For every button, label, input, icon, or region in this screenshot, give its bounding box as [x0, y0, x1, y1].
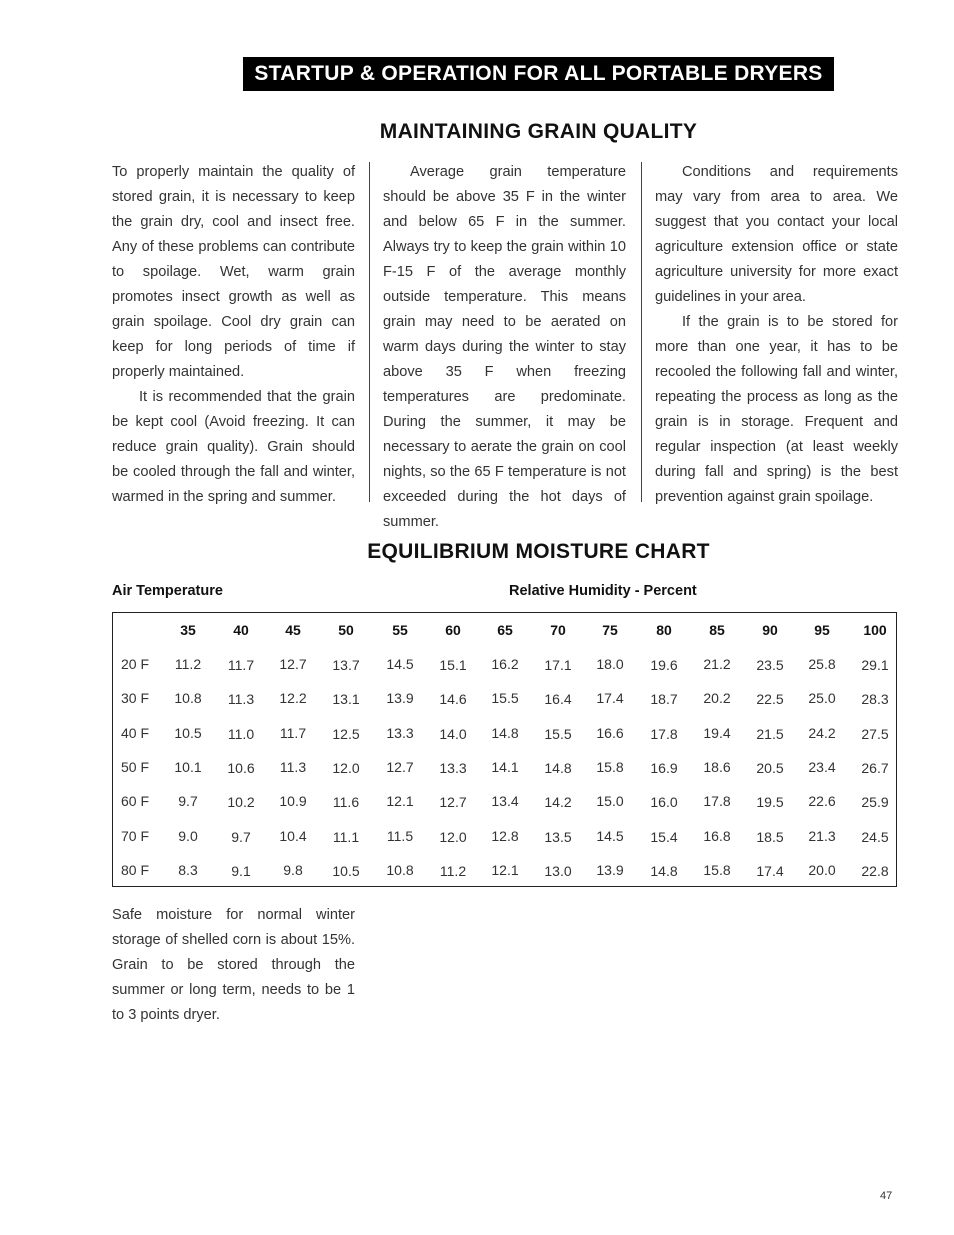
moisture-value-cell: 21.2: [703, 656, 731, 672]
moisture-value-cell: 16.6: [596, 724, 624, 741]
moisture-value-cell: 23.4: [808, 758, 836, 775]
moisture-value-cell: 11.0: [227, 725, 255, 742]
moisture-value-cell: 15.1: [439, 657, 467, 673]
moisture-value-cell: 19.6: [650, 657, 678, 673]
moisture-value-cell: 20.2: [703, 690, 731, 707]
moisture-value-cell: 9.7: [178, 793, 198, 810]
humidity-header: 75: [602, 622, 618, 638]
column-divider: [641, 162, 642, 502]
moisture-value-cell: 11.3: [227, 691, 255, 708]
moisture-value-cell: 14.5: [386, 656, 414, 672]
moisture-value-cell: 17.8: [703, 793, 731, 810]
temperature-row-label: 50 F: [121, 758, 150, 775]
moisture-value-cell: 15.0: [596, 793, 624, 810]
moisture-value-cell: 13.3: [439, 759, 467, 776]
moisture-value-cell: 11.7: [227, 657, 255, 673]
humidity-header: 100: [863, 622, 887, 638]
moisture-value-cell: 17.8: [650, 725, 678, 742]
moisture-value-cell: 19.4: [703, 724, 731, 741]
moisture-value-cell: 20.5: [756, 759, 784, 776]
moisture-value-cell: 17.4: [756, 862, 784, 879]
temperature-row-label: 70 F: [121, 827, 150, 844]
moisture-value-cell: 20.0: [808, 861, 836, 878]
moisture-value-cell: 12.2: [279, 690, 307, 707]
moisture-value-cell: 11.6: [332, 794, 360, 811]
moisture-value-cell: 12.1: [491, 861, 519, 878]
moisture-value-cell: 11.5: [386, 827, 414, 844]
page-number: 47: [880, 1190, 893, 1202]
moisture-value-cell: 13.7: [332, 657, 360, 673]
relative-humidity-label: Relative Humidity - Percent: [509, 583, 697, 599]
moisture-value-cell: 26.7: [861, 759, 889, 776]
paragraph: It is recommended that the grain be kept cool (Avoid freezing. It can reduce grain quality). Grain should be cooled through the fall and winter, warmed in the spring and summer.: [112, 389, 355, 505]
humidity-header: 60: [445, 622, 461, 638]
moisture-value-cell: 9.7: [231, 828, 251, 845]
moisture-value-cell: 11.3: [279, 758, 307, 775]
moisture-value-cell: 13.0: [544, 862, 572, 879]
moisture-value-cell: 21.5: [756, 725, 784, 742]
humidity-header: 55: [392, 622, 408, 638]
moisture-value-cell: 11.7: [279, 724, 307, 741]
moisture-value-cell: 15.8: [596, 758, 624, 775]
moisture-value-cell: 25.0: [808, 690, 836, 707]
moisture-value-cell: 23.5: [756, 657, 784, 673]
moisture-value-cell: 13.9: [386, 690, 414, 707]
moisture-value-cell: 10.4: [279, 827, 307, 844]
humidity-header: 90: [762, 622, 778, 638]
text-column-3: [655, 160, 898, 510]
moisture-value-cell: 15.8: [703, 861, 731, 878]
humidity-header: 70: [550, 622, 566, 638]
moisture-value-cell: 24.5: [861, 828, 889, 845]
moisture-value-cell: 27.5: [861, 725, 889, 742]
moisture-table: [112, 612, 897, 887]
moisture-value-cell: 22.5: [756, 691, 784, 708]
moisture-value-cell: 18.7: [650, 691, 678, 708]
moisture-value-cell: 10.8: [174, 690, 202, 707]
moisture-value-cell: 12.0: [332, 759, 360, 776]
moisture-value-cell: 10.5: [174, 724, 202, 741]
moisture-value-cell: 16.9: [650, 759, 678, 776]
moisture-value-cell: 16.0: [650, 794, 678, 811]
temperature-row-label: 80 F: [121, 861, 150, 878]
moisture-value-cell: 10.5: [332, 862, 360, 879]
moisture-value-cell: 15.4: [650, 828, 678, 845]
moisture-chart-title: EQUILIBRIUM MOISTURE CHART: [367, 540, 710, 563]
moisture-value-cell: 12.5: [332, 725, 360, 742]
moisture-value-cell: 18.0: [596, 656, 624, 672]
moisture-value-cell: 14.1: [491, 758, 519, 775]
moisture-value-cell: 18.6: [703, 758, 731, 775]
moisture-value-cell: 24.2: [808, 724, 836, 741]
moisture-value-cell: 9.0: [178, 827, 198, 844]
moisture-value-cell: 10.2: [227, 794, 255, 811]
column-divider: [369, 162, 370, 502]
text-column-1: [112, 160, 355, 510]
moisture-value-cell: 14.0: [439, 725, 467, 742]
grain-quality-title: MAINTAINING GRAIN QUALITY: [379, 120, 698, 143]
moisture-value-cell: 19.5: [756, 794, 784, 811]
humidity-header: 65: [497, 622, 513, 638]
moisture-value-cell: 13.1: [332, 691, 360, 708]
moisture-value-cell: 12.7: [439, 794, 467, 811]
humidity-header: 80: [656, 622, 672, 638]
moisture-value-cell: 29.1: [861, 657, 889, 673]
moisture-value-cell: 16.4: [544, 691, 572, 708]
moisture-value-cell: 11.2: [439, 862, 467, 879]
moisture-value-cell: 13.5: [544, 828, 572, 845]
text-column-2: [383, 160, 626, 535]
moisture-value-cell: 21.3: [808, 827, 836, 844]
moisture-value-cell: 9.8: [283, 861, 303, 878]
moisture-value-cell: 14.8: [491, 724, 519, 741]
moisture-value-cell: 12.7: [279, 656, 307, 672]
moisture-value-cell: 12.7: [386, 758, 414, 775]
moisture-value-cell: 16.2: [491, 656, 519, 672]
moisture-value-cell: 12.1: [386, 793, 414, 810]
paragraph: Conditions and requirements may vary from area to area. We suggest that you contact your local agriculture extension office or state agriculture university for more exact guidelines in your area.: [655, 164, 898, 305]
moisture-value-cell: 14.5: [596, 827, 624, 844]
moisture-value-cell: 13.4: [491, 793, 519, 810]
moisture-value-cell: 25.9: [861, 794, 889, 811]
section-banner: STARTUP & OPERATION FOR ALL PORTABLE DRYERS: [243, 57, 834, 91]
moisture-value-cell: 13.9: [596, 861, 624, 878]
moisture-note: Safe moisture for normal winter storage of shelled corn is about 15%. Grain to be stored through the summer or long term, needs to be 1 to 3 points dryer.: [112, 907, 355, 1023]
moisture-value-cell: 14.8: [650, 862, 678, 879]
moisture-value-cell: 12.8: [491, 827, 519, 844]
paragraph: If the grain is to be stored for more than one year, it has to be recooled the following fall and winter, repeating the process as long as the grain is in storage. Frequent and regular inspection (at least weekly during fall and spring) is the best prevention against grain spoilage.: [655, 314, 898, 505]
moisture-value-cell: 10.6: [227, 759, 255, 776]
moisture-value-cell: 9.1: [231, 862, 251, 879]
temperature-row-label: 60 F: [121, 793, 150, 810]
temperature-row-label: 30 F: [121, 690, 150, 707]
moisture-value-cell: 11.1: [332, 828, 360, 845]
moisture-value-cell: 22.8: [861, 862, 889, 879]
moisture-value-cell: 18.5: [756, 828, 784, 845]
moisture-value-cell: 11.2: [174, 656, 202, 672]
humidity-header: 40: [233, 622, 249, 638]
humidity-header: 50: [338, 622, 354, 638]
paragraph: Average grain temperature should be above 35 F in the winter and below 65 F in the summer. Always try to keep the grain within 10 F-15 F of the average monthly outside temperature. This means grain may need to be aerated on warm days during the winter to stay above 35 F when freezing temperatures are predominate. During the summer, it may be necessary to aerate the grain on cool nights, so the 65 F temperature is not exceeded during the hot days of summer.: [383, 164, 626, 530]
moisture-value-cell: 17.4: [596, 690, 624, 707]
moisture-value-cell: 16.8: [703, 827, 731, 844]
air-temperature-label: Air Temperature: [112, 583, 223, 599]
moisture-value-cell: 8.3: [178, 861, 198, 878]
moisture-value-cell: 17.1: [544, 657, 572, 673]
moisture-value-cell: 13.3: [386, 724, 414, 741]
moisture-value-cell: 10.1: [174, 758, 202, 775]
moisture-value-cell: 15.5: [491, 690, 519, 707]
moisture-value-cell: 10.9: [279, 793, 307, 810]
moisture-value-cell: 10.8: [386, 861, 414, 878]
moisture-value-cell: 14.6: [439, 691, 467, 708]
humidity-header: 95: [814, 622, 830, 638]
paragraph: To properly maintain the quality of stored grain, it is necessary to keep the grain dry, cool and insect free. Any of these problems can contribute to spoilage. Wet, warm grain promotes insect growth as well as grain spoilage. Cool dry grain can keep for long periods of time if properly maintained.: [112, 164, 355, 380]
temperature-row-label: 40 F: [121, 724, 150, 741]
moisture-value-cell: 15.5: [544, 725, 572, 742]
humidity-header: 35: [180, 622, 196, 638]
moisture-value-cell: 14.2: [544, 794, 572, 811]
moisture-value-cell: 28.3: [861, 691, 889, 708]
moisture-value-cell: 22.6: [808, 793, 836, 810]
moisture-value-cell: 25.8: [808, 656, 836, 672]
temperature-row-label: 20 F: [121, 656, 150, 672]
humidity-header: 85: [709, 622, 725, 638]
humidity-header: 45: [285, 622, 301, 638]
moisture-value-cell: 14.8: [544, 759, 572, 776]
moisture-value-cell: 12.0: [439, 828, 467, 845]
